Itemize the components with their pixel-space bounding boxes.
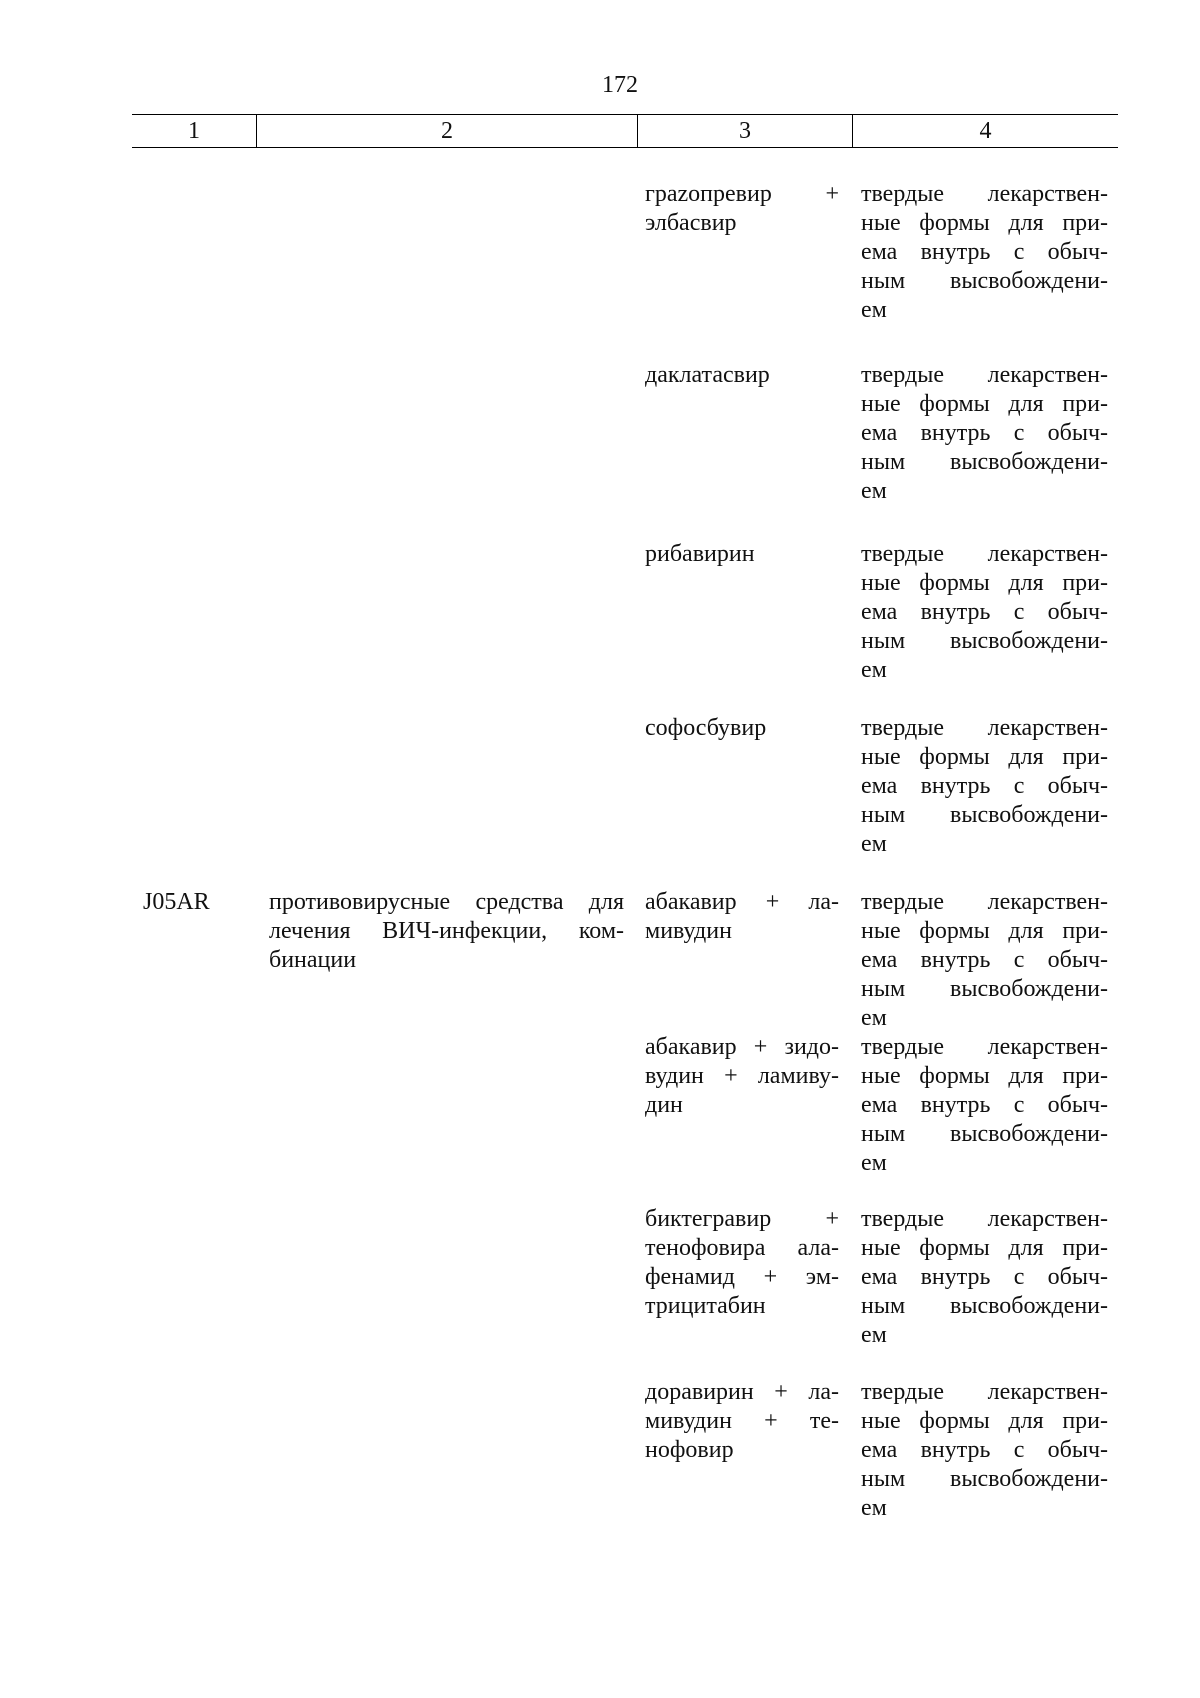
header-col-4: 4: [979, 118, 992, 144]
table-cell-col-4: [861, 1205, 1108, 1350]
cell-line: ема внутрь с обыч-: [861, 1437, 1108, 1463]
cell-line: нофовир: [645, 1437, 734, 1463]
table-cell-col-4: [861, 180, 1108, 325]
cell-line: ные формы для при-: [861, 1063, 1108, 1089]
cell-line: ным высвобождени-: [861, 268, 1108, 294]
cell-line: ным высвобождени-: [861, 1121, 1108, 1147]
cell-line: твердые лекарствен-: [861, 1034, 1108, 1060]
cell-line: твердые лекарствен-: [861, 1206, 1108, 1232]
cell-line: ема внутрь с обыч-: [861, 773, 1108, 799]
cell-line: ным высвобождени-: [861, 1293, 1108, 1319]
cell-line: биктегравир +: [645, 1206, 839, 1232]
table-cell-col-4: [861, 888, 1108, 1033]
table-cell-col-4: [861, 714, 1108, 859]
cell-line: ным высвобождени-: [861, 1466, 1108, 1492]
cell-line: даклатасвир: [645, 362, 770, 388]
cell-line: твердые лекарствен-: [861, 181, 1108, 207]
cell-line: твердые лекарствен-: [861, 1379, 1108, 1405]
cell-line: бинации: [269, 947, 357, 973]
cell-line: ем: [861, 657, 887, 683]
cell-line: ным высвобождени-: [861, 449, 1108, 475]
cell-line: дин: [645, 1092, 683, 1118]
table-cell-col-4: [861, 540, 1108, 685]
cell-line: тенофовира ала-: [645, 1235, 839, 1261]
table-cell-col-4: [861, 1033, 1108, 1178]
table-cell-col-3: [645, 714, 839, 743]
cell-line: твердые лекарствен-: [861, 889, 1108, 915]
cell-line: ные формы для при-: [861, 1408, 1108, 1434]
header-col-1: 1: [188, 118, 200, 144]
cell-line: ные формы для при-: [861, 918, 1108, 944]
cell-line: твердые лекарствен-: [861, 362, 1108, 388]
cell-line: ем: [861, 1005, 887, 1031]
cell-line: фенамид + эм-: [645, 1264, 839, 1290]
cell-line: ема внутрь с обыч-: [861, 420, 1108, 446]
cell-line: противовирусные средства для: [269, 889, 624, 915]
table-cell-col-3: [645, 540, 839, 569]
cell-line: вудин + ламиву-: [645, 1063, 839, 1089]
cell-line: мивудин + те-: [645, 1408, 839, 1434]
cell-line: твердые лекарствен-: [861, 715, 1108, 741]
header-col-3: 3: [739, 118, 751, 144]
table-header: [132, 114, 1118, 148]
cell-line: ем: [861, 1150, 887, 1176]
cell-line: ем: [861, 1322, 887, 1348]
cell-line: рибавирин: [645, 541, 755, 567]
cell-line: ным высвобождени-: [861, 802, 1108, 828]
cell-line: элбасвир: [645, 210, 737, 236]
cell-line: ема внутрь с обыч-: [861, 239, 1108, 265]
cell-line: ным высвобождени-: [861, 976, 1108, 1002]
cell-line: твердые лекарствен-: [861, 541, 1108, 567]
cell-line: ные формы для при-: [861, 210, 1108, 236]
cell-line: ные формы для при-: [861, 1235, 1108, 1261]
table-cell-col-3: [645, 361, 839, 390]
table-cell-col-2: [269, 888, 624, 975]
table-cell-col-3: [645, 888, 839, 946]
cell-line: ем: [861, 478, 887, 504]
cell-line: трицитабин: [645, 1293, 766, 1319]
table-cell-col-3: [645, 180, 839, 238]
cell-line: абакавир + зидо-: [645, 1034, 839, 1060]
cell-line: ные формы для при-: [861, 570, 1108, 596]
cell-line: грazопревир +: [645, 181, 839, 207]
cell-line: софосбувир: [645, 715, 767, 741]
cell-line: ные формы для при-: [861, 744, 1108, 770]
table-cell-col-1: J05AR: [143, 889, 210, 915]
table-cell-col-3: [645, 1033, 839, 1120]
cell-line: ные формы для при-: [861, 391, 1108, 417]
cell-line: доравирин + ла-: [645, 1379, 839, 1405]
table-cell-col-3: [645, 1205, 839, 1321]
table-cell-col-4: [861, 361, 1108, 506]
page-number: 172: [602, 72, 638, 98]
cell-line: ем: [861, 297, 887, 323]
cell-line: ем: [861, 1495, 887, 1521]
cell-line: ным высвобождени-: [861, 628, 1108, 654]
header-col-2: 2: [441, 118, 453, 144]
cell-line: мивудин: [645, 918, 732, 944]
cell-line: ема внутрь с обыч-: [861, 1264, 1108, 1290]
table-cell-col-3: [645, 1378, 839, 1465]
cell-line: ем: [861, 831, 887, 857]
cell-line: лечения ВИЧ-инфекции, ком-: [269, 918, 624, 944]
cell-line: ема внутрь с обыч-: [861, 947, 1108, 973]
cell-line: ема внутрь с обыч-: [861, 1092, 1108, 1118]
table-cell-col-4: [861, 1378, 1108, 1523]
cell-line: абакавир + ла-: [645, 889, 839, 915]
cell-line: ема внутрь с обыч-: [861, 599, 1108, 625]
